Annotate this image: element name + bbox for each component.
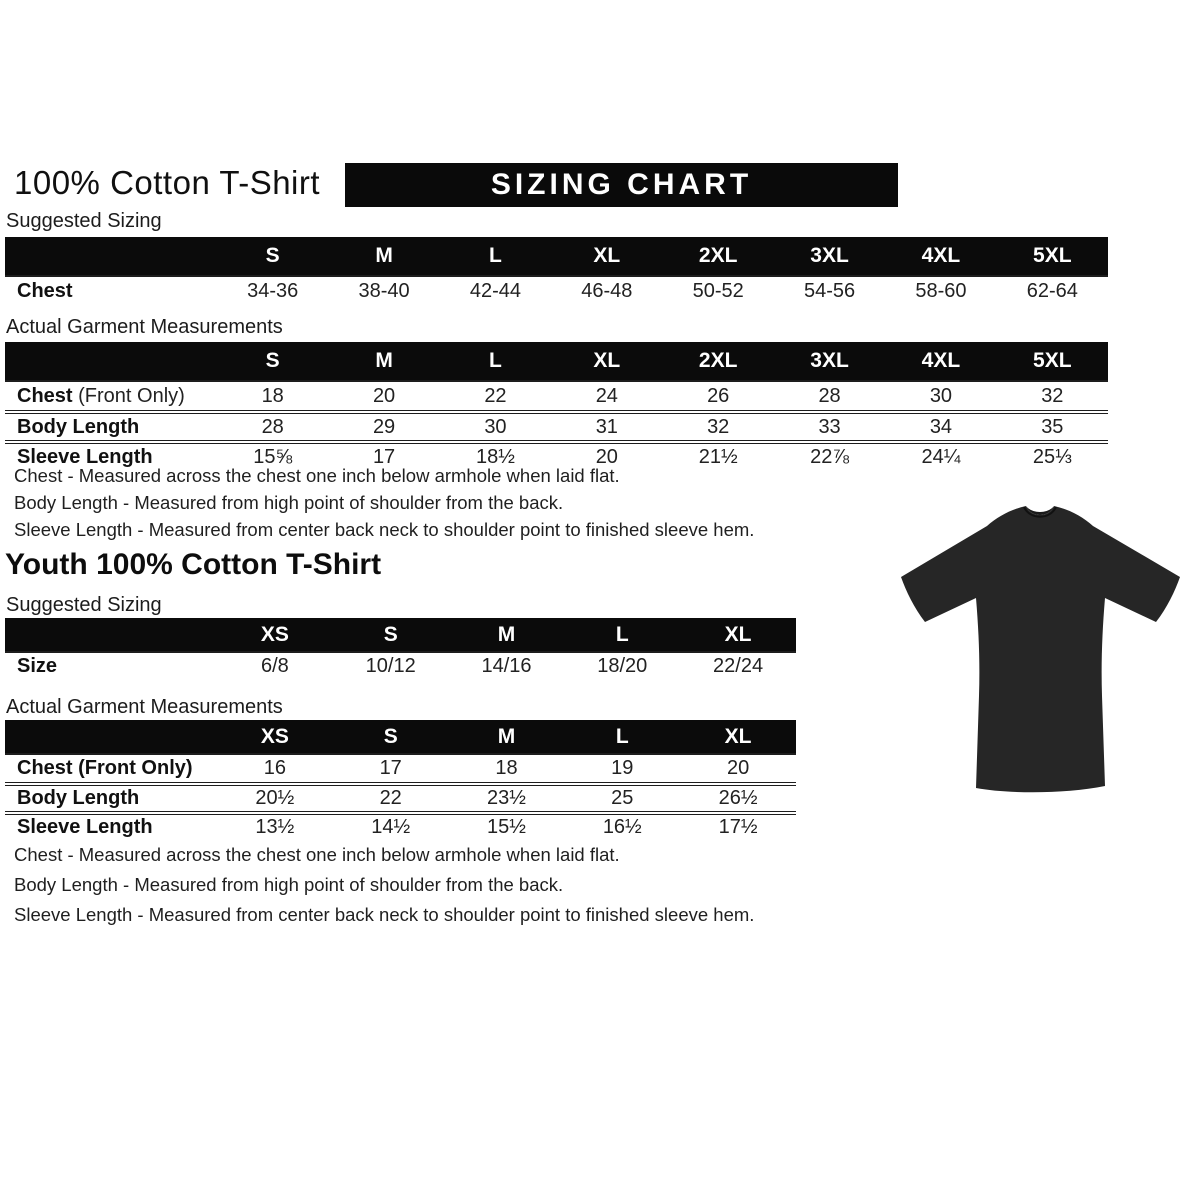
table-header-row bbox=[5, 342, 1108, 380]
measurement-cell: 26 bbox=[707, 384, 730, 407]
size-column-header: L bbox=[615, 724, 629, 748]
measurement-cell: 29 bbox=[372, 415, 396, 438]
measurement-cell: 33 bbox=[818, 415, 841, 438]
size-column-header: S bbox=[265, 244, 280, 267]
row-label-main: Size bbox=[17, 655, 58, 677]
measurement-cell: 22 bbox=[379, 787, 402, 809]
row-label-suffix: (Front Only) bbox=[72, 384, 185, 407]
measurement-cell: 23½ bbox=[487, 787, 526, 809]
adult-actual-measurements-table bbox=[5, 342, 1108, 470]
measurement-cell: 17 bbox=[372, 445, 396, 468]
size-column-header: 3XL bbox=[810, 349, 849, 372]
table-row bbox=[5, 380, 1108, 410]
measurement-cell: 42-44 bbox=[469, 279, 522, 302]
size-column-header: S bbox=[265, 349, 280, 372]
measurement-cell: 32 bbox=[1041, 384, 1064, 407]
size-column-header: S bbox=[383, 622, 398, 646]
row-label-main: Chest bbox=[17, 384, 73, 407]
row-label bbox=[5, 416, 217, 439]
table-row bbox=[5, 651, 796, 680]
size-column-header: M bbox=[375, 244, 393, 267]
measurement-cell: 30 bbox=[929, 384, 953, 407]
measurement-cell: 62-64 bbox=[1026, 279, 1078, 302]
measurement-cell: 10/12 bbox=[365, 655, 416, 677]
note-body-length: Body Length - Measured from high point of shoulder from the back. bbox=[14, 492, 564, 513]
measurement-cell: 30 bbox=[484, 415, 507, 438]
size-column-header: 5XL bbox=[1033, 244, 1072, 267]
size-column-header: XS bbox=[260, 622, 289, 646]
measurement-cell: 28 bbox=[261, 415, 284, 438]
size-column-header: L bbox=[489, 244, 502, 267]
row-label bbox=[5, 280, 217, 303]
note-body-length: Body Length - Measured from high point of shoulder from the back. bbox=[14, 874, 564, 895]
measurement-cell: 54-56 bbox=[803, 279, 856, 302]
measurement-cell: 34-36 bbox=[247, 279, 299, 302]
measurement-cell: 24 bbox=[595, 384, 618, 407]
measurement-cell: 22 bbox=[484, 384, 507, 407]
youth-suggested-sizing-table bbox=[5, 618, 796, 680]
note-sleeve-length: Sleeve Length - Measured from center back neck to shoulder point to finished sleeve hem. bbox=[14, 519, 755, 540]
size-column-header: 5XL bbox=[1033, 349, 1072, 372]
measurement-cell: 19 bbox=[611, 757, 634, 779]
measurement-cell: 14½ bbox=[371, 816, 411, 838]
measurement-cell: 22/24 bbox=[713, 655, 764, 677]
size-column-header: S bbox=[383, 724, 398, 748]
row-label-main: Sleeve Length bbox=[17, 816, 153, 838]
table-header-row bbox=[5, 618, 796, 651]
measurement-cell: 34 bbox=[929, 415, 953, 438]
youth-measurement-notes bbox=[14, 840, 754, 930]
row-label-main: Sleeve Length bbox=[17, 445, 153, 468]
tshirt-photo bbox=[888, 484, 1194, 814]
measurement-cell: 22⅞ bbox=[810, 445, 850, 468]
tshirt-silhouette bbox=[901, 506, 1180, 792]
size-column-header: M bbox=[497, 724, 516, 748]
table-row bbox=[5, 410, 1108, 440]
row-label bbox=[5, 757, 217, 780]
adult-actual-measurements-label: Actual Garment Measurements bbox=[6, 316, 283, 338]
row-label-main: Chest (Front Only) bbox=[17, 757, 193, 779]
measurement-cell: 17 bbox=[379, 757, 402, 779]
measurement-cell: 20 bbox=[726, 757, 750, 779]
measurement-cell: 32 bbox=[707, 415, 730, 438]
size-column-header: 2XL bbox=[698, 244, 738, 267]
size-column-header: XL bbox=[724, 724, 752, 748]
page-title: 100% Cotton T-Shirt bbox=[14, 164, 321, 201]
size-column-header: L bbox=[615, 622, 629, 646]
row-label bbox=[5, 816, 217, 839]
size-column-header: 3XL bbox=[810, 244, 849, 267]
size-column-header: XL bbox=[593, 244, 621, 267]
measurement-cell: 14/16 bbox=[481, 655, 532, 677]
measurement-cell: 24¼ bbox=[921, 445, 961, 468]
row-label-main: Body Length bbox=[17, 415, 140, 438]
measurement-cell: 38-40 bbox=[358, 279, 410, 302]
size-column-header: XS bbox=[260, 724, 289, 748]
measurement-cell: 58-60 bbox=[915, 279, 967, 302]
adult-suggested-sizing-label: Suggested Sizing bbox=[6, 210, 162, 232]
tshirt-image bbox=[888, 484, 1194, 814]
measurement-cell: 26½ bbox=[718, 787, 758, 809]
measurement-cell: 25 bbox=[611, 787, 634, 809]
measurement-cell: 28 bbox=[818, 384, 841, 407]
row-label bbox=[5, 385, 217, 408]
table-row bbox=[5, 782, 796, 811]
size-column-header: XL bbox=[724, 622, 752, 646]
row-label bbox=[5, 655, 217, 678]
note-chest: Chest - Measured across the chest one inch below armhole when laid flat. bbox=[14, 465, 620, 486]
sizing-chart-banner: SIZING CHART bbox=[345, 163, 898, 207]
size-column-header: 4XL bbox=[921, 244, 961, 267]
measurement-cell: 15⅝ bbox=[253, 445, 293, 468]
row-label bbox=[5, 787, 217, 810]
youth-title: Youth 100% Cotton T-Shirt bbox=[5, 548, 382, 581]
adult-suggested-sizing-table bbox=[5, 237, 1108, 305]
youth-suggested-sizing-label: Suggested Sizing bbox=[6, 594, 162, 616]
measurement-cell: 18½ bbox=[475, 445, 515, 468]
measurement-cell: 16 bbox=[263, 757, 287, 779]
measurement-cell: 50-52 bbox=[692, 279, 744, 302]
table-row bbox=[5, 275, 1108, 305]
youth-actual-measurements-label: Actual Garment Measurements bbox=[6, 696, 283, 718]
measurement-cell: 13½ bbox=[255, 816, 295, 838]
measurement-cell: 31 bbox=[595, 415, 618, 438]
measurement-cell: 20 bbox=[595, 445, 618, 468]
size-column-header: XL bbox=[593, 349, 621, 372]
measurement-cell: 25⅓ bbox=[1032, 445, 1072, 468]
measurement-cell: 20½ bbox=[255, 787, 295, 809]
table-row bbox=[5, 753, 796, 782]
measurement-cell: 18/20 bbox=[597, 655, 648, 677]
row-label-main: Body Length bbox=[17, 787, 140, 809]
measurement-cell: 18 bbox=[261, 384, 284, 407]
adult-measurement-notes bbox=[14, 462, 754, 543]
size-column-header: L bbox=[489, 349, 502, 372]
measurement-cell: 18 bbox=[495, 757, 518, 779]
table-header-row bbox=[5, 237, 1108, 275]
measurement-cell: 20 bbox=[372, 384, 396, 407]
youth-actual-measurements-table bbox=[5, 720, 796, 840]
table-row bbox=[5, 811, 796, 840]
measurement-cell: 16½ bbox=[602, 816, 642, 838]
measurement-cell: 46-48 bbox=[581, 279, 633, 302]
size-column-header: M bbox=[497, 622, 516, 646]
size-column-header: 4XL bbox=[921, 349, 961, 372]
note-chest: Chest - Measured across the chest one inch below armhole when laid flat. bbox=[14, 844, 620, 865]
measurement-cell: 21½ bbox=[698, 445, 738, 468]
measurement-cell: 35 bbox=[1041, 415, 1064, 438]
measurement-cell: 6/8 bbox=[260, 655, 289, 677]
size-column-header: 2XL bbox=[698, 349, 738, 372]
table-header-row bbox=[5, 720, 796, 753]
row-label-main: Chest bbox=[17, 279, 73, 302]
size-column-header: M bbox=[375, 349, 393, 372]
measurement-cell: 15½ bbox=[487, 816, 526, 838]
note-sleeve-length: Sleeve Length - Measured from center back neck to shoulder point to finished sleeve hem. bbox=[14, 904, 755, 925]
measurement-cell: 17½ bbox=[718, 816, 758, 838]
